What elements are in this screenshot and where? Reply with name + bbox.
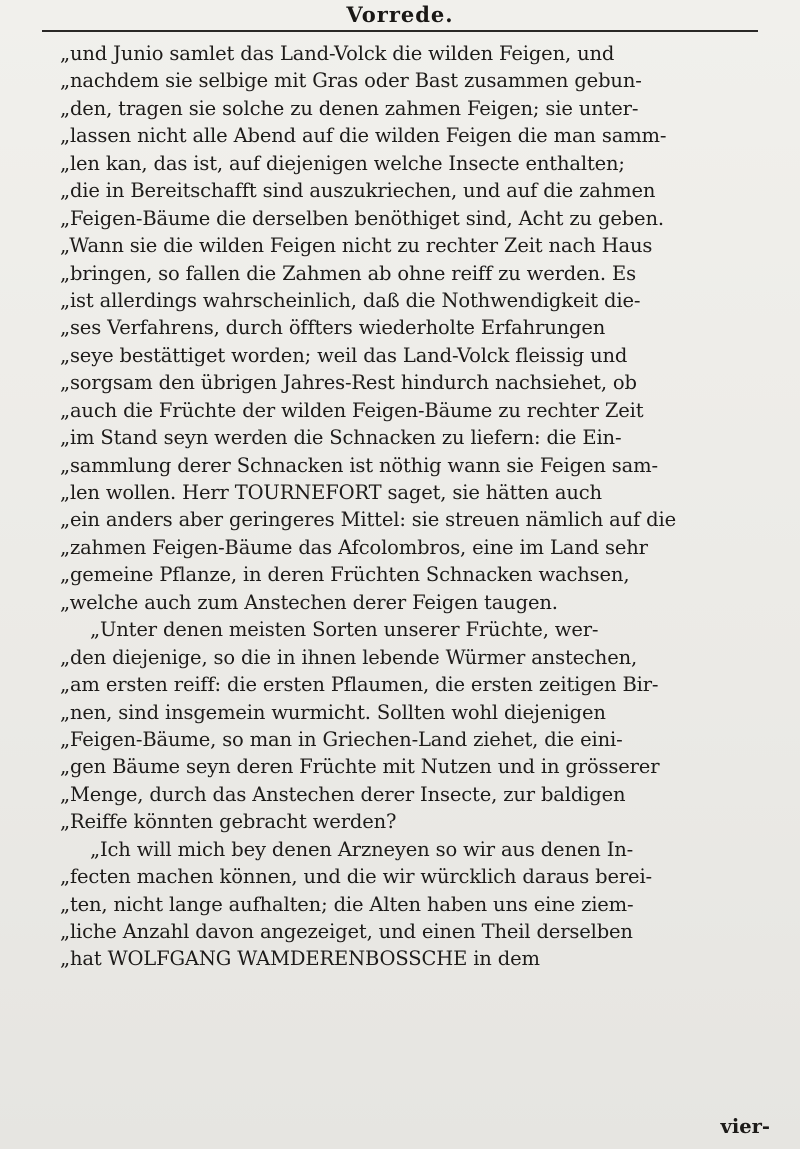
text-line: „auch die Früchte der wilden Feigen-Bäume zu rechter Zeit — [60, 398, 644, 422]
text-line: „den, tragen sie solche zu denen zahmen Feigen; sie unter- — [60, 96, 639, 120]
text-line: „im Stand seyn werden die Schnacken zu liefern: die Ein- — [60, 426, 622, 450]
body-text — [60, 40, 772, 973]
text-line: „len wollen. Herr TOURNEFORT saget, sie hätten auch — [60, 481, 602, 504]
text-line: „Feigen-Bäume, so man in Griechen-Land ziehet, die eini- — [60, 727, 623, 751]
text-line: „nachdem sie selbige mit Gras oder Bast zusammen gebun- — [60, 69, 642, 93]
text-line: „hat WOLFGANG WAMDERENBOSSCHE in dem — [60, 947, 540, 971]
text-line: „ist allerdings wahrscheinlich, daß die Nothwendigkeit die- — [60, 288, 641, 312]
text-line: „liche Anzahl davon angezeiget, und einen Theil derselben — [60, 920, 633, 943]
running-head: Vorrede. — [346, 2, 454, 27]
text-line: „den diejenige, so die in ihnen lebende Würmer anstechen, — [60, 645, 638, 669]
text-line: „ten, nicht lange aufhalten; die Alten haben uns eine ziem- — [60, 892, 634, 916]
text-line: „sammlung derer Schnacken ist nöthig wann sie Feigen sam- — [60, 453, 658, 477]
catchword: vier- — [720, 1115, 770, 1138]
text-line: „und Junio samlet das Land-Volck die wilden Feigen, und — [60, 42, 615, 65]
text-line: „die in Bereitschafft sind auszukriechen, und auf die zahmen — [60, 179, 656, 203]
paragraph-start-line: „Unter denen meisten Sorten unserer Früchte, wer- — [90, 618, 599, 642]
text-line: „fecten machen können, und die wir würcklich daraus berei- — [60, 865, 652, 889]
header-rule — [42, 30, 758, 32]
text-line: „ein anders aber geringeres Mittel: sie streuen nämlich auf die — [60, 508, 676, 532]
text-line: „welche auch zum Anstechen derer Feigen taugen. — [60, 590, 558, 614]
paragraph-start-line: „Ich will mich bey denen Arzneyen so wir aus denen In- — [90, 837, 634, 861]
text-line: „seye bestättiget worden; weil das Land-Volck fleissig und — [60, 343, 628, 367]
text-line: „Wann sie die wilden Feigen nicht zu rechter Zeit nach Haus — [60, 234, 653, 258]
text-line: „sorgsam den übrigen Jahres-Rest hindurch nachsiehet, ob — [60, 371, 637, 395]
text-line: „gemeine Pflanze, in deren Früchten Schnacken wachsen, — [60, 563, 630, 587]
text-line: „am ersten reiff: die ersten Pflaumen, die ersten zeitigen Bir- — [60, 673, 659, 697]
text-line: „Menge, durch das Anstechen derer Insecte, zur baldigen — [60, 782, 626, 806]
text-line: „len kan, das ist, auf diejenigen welche Insecte enthalten; — [60, 151, 625, 175]
text-line: „bringen, so fallen die Zahmen ab ohne reiff zu werden. Es — [60, 261, 636, 285]
text-line: „zahmen Feigen-Bäume das Afcolombros, eine im Land sehr — [60, 535, 648, 559]
text-line: „gen Bäume seyn deren Früchte mit Nutzen und in grösserer — [60, 755, 660, 779]
text-line: „lassen nicht alle Abend auf die wilden Feigen die man samm- — [60, 124, 667, 148]
text-line: „Feigen-Bäume die derselben benöthiget sind, Acht zu geben. — [60, 206, 664, 230]
text-line: „Reiffe könnten gebracht werden? — [60, 810, 397, 834]
text-line: „ses Verfahrens, durch öffters wiederholte Erfahrungen — [60, 316, 606, 340]
text-line: „nen, sind insgemein wurmicht. Sollten wohl diejenigen — [60, 700, 606, 724]
